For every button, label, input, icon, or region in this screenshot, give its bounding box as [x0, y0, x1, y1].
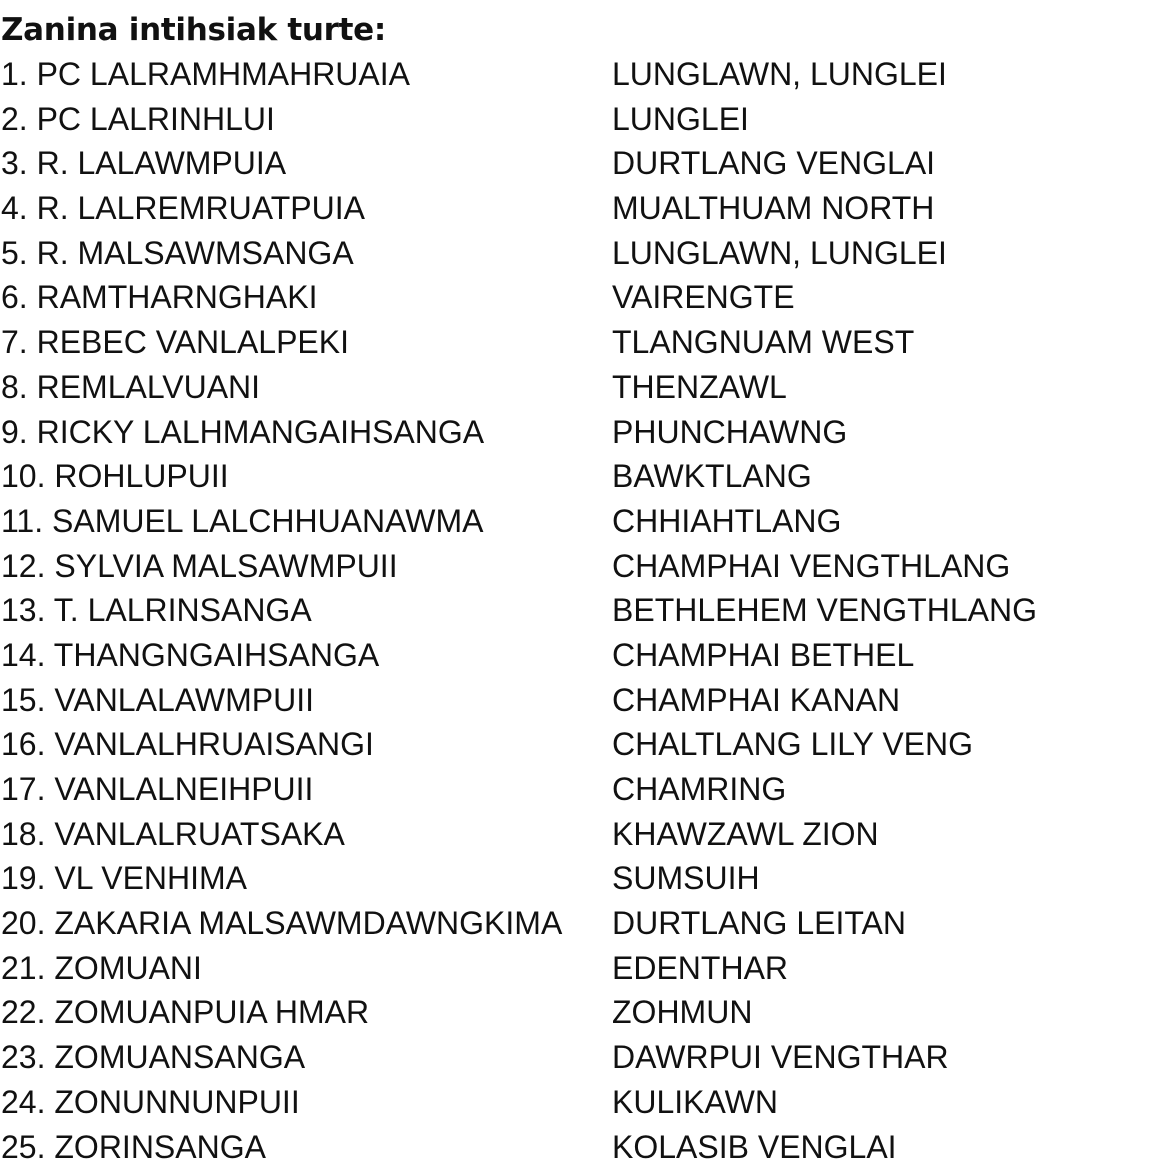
entry-place: CHHIAHTLANG — [612, 502, 842, 539]
entry-name: 15. VANLALAWMPUII — [1, 681, 314, 718]
entry-place: LUNGLEI — [612, 100, 749, 137]
list-item — [1, 1035, 1151, 1080]
entry-name: 18. VANLALRUATSAKA — [1, 815, 345, 852]
entry-name: 10. ROHLUPUII — [1, 458, 229, 495]
entry-name: 5. R. MALSAWMSANGA — [1, 234, 354, 271]
list-item — [1, 767, 1151, 812]
entry-place: LUNGLAWN, LUNGLEI — [612, 56, 947, 92]
entry-place: THENZAWL — [612, 368, 787, 405]
entry-name: 14. THANGNGAIHSANGA — [1, 636, 380, 673]
entry-name: 25. ZORINSANGA — [1, 1128, 266, 1165]
entry-name: 17. VANLALNEIHPUII — [1, 771, 314, 807]
entry-name: 8. REMLALVUANI — [1, 368, 261, 405]
list-item — [1, 812, 1151, 857]
list-item — [1, 186, 1151, 231]
list-item — [1, 990, 1151, 1035]
entry-name: 4. R. LALREMRUATPUIA — [1, 190, 365, 227]
entry-place: BETHLEHEM VENGTHLANG — [612, 592, 1037, 629]
list-item — [1, 97, 1151, 142]
list-item — [1, 52, 1151, 97]
entry-place: EDENTHAR — [612, 949, 789, 986]
entry-name: 13. T. LALRINSANGA — [1, 592, 312, 629]
list-item — [1, 633, 1151, 678]
entry-place: CHAMPHAI VENGTHLANG — [612, 547, 1011, 584]
list-item — [1, 588, 1151, 633]
list-item — [1, 946, 1151, 991]
entry-name: 19. VL VENHIMA — [1, 860, 248, 897]
entry-place: ZOHMUN — [612, 994, 753, 1031]
list-item — [1, 499, 1151, 544]
entry-place: DAWRPUI VENGTHAR — [612, 1039, 949, 1076]
entry-place: KULIKAWN — [612, 1083, 778, 1120]
entry-place: SUMSUIH — [612, 860, 760, 897]
document — [1, 8, 1151, 1169]
entry-place: KOLASIB VENGLAI — [612, 1128, 897, 1165]
entry-place: DURTLANG VENGLAI — [612, 145, 936, 182]
entry-name: 16. VANLALHRUAISANGI — [1, 726, 374, 763]
entry-name: 11. SAMUEL LALCHHUANAWMA — [1, 502, 484, 539]
entry-name: 3. R. LALAWMPUIA — [1, 145, 287, 182]
entry-name: 7. REBEC VANLALPEKI — [1, 324, 349, 361]
list-item — [1, 544, 1151, 589]
list-item — [1, 231, 1151, 276]
entry-place: LUNGLAWN, LUNGLEI — [612, 234, 947, 271]
list-item — [1, 1125, 1151, 1170]
list-item — [1, 275, 1151, 320]
entry-place: PHUNCHAWNG — [612, 413, 848, 450]
list-heading: Zanina intihsiak turte: — [1, 12, 387, 48]
entry-place: DURTLANG LEITAN — [612, 905, 906, 942]
entry-place: CHAMRING — [612, 771, 787, 807]
entry-name: 6. RAMTHARNGHAKI — [1, 279, 318, 316]
entry-name: 23. ZOMUANSANGA — [1, 1039, 306, 1076]
entry-name: 24. ZONUNNUNPUII — [1, 1083, 300, 1120]
entry-place: BAWKTLANG — [612, 458, 812, 495]
entry-name: 20. ZAKARIA MALSAWMDAWNGKIMA — [1, 905, 563, 942]
list-item — [1, 678, 1151, 723]
entry-name: 1. PC LALRAMHMAHRUAIA — [1, 56, 410, 92]
list-item — [1, 410, 1151, 455]
list-item — [1, 1080, 1151, 1125]
entry-name: 21. ZOMUANI — [1, 949, 202, 986]
list-item — [1, 365, 1151, 410]
list-item — [1, 141, 1151, 186]
list-item — [1, 320, 1151, 365]
list-item — [1, 722, 1151, 767]
entry-place: CHALTLANG LILY VENG — [612, 726, 974, 763]
entry-name: 22. ZOMUANPUIA HMAR — [1, 994, 370, 1031]
entry-place: MUALTHUAM NORTH — [612, 190, 935, 227]
entry-place: CHAMPHAI KANAN — [612, 681, 901, 718]
entry-name: 12. SYLVIA MALSAWMPUII — [1, 547, 398, 584]
list-item — [1, 454, 1151, 499]
entry-place: TLANGNUAM WEST — [612, 324, 915, 361]
list-item — [1, 901, 1151, 946]
entry-name: 2. PC LALRINHLUI — [1, 100, 275, 137]
entry-name: 9. RICKY LALHMANGAIHSANGA — [1, 413, 485, 450]
list-item — [1, 856, 1151, 901]
entry-list — [1, 52, 1151, 1169]
entry-place: CHAMPHAI BETHEL — [612, 636, 915, 673]
entry-place: VAIRENGTE — [612, 279, 795, 316]
entry-place: KHAWZAWL ZION — [612, 815, 879, 852]
